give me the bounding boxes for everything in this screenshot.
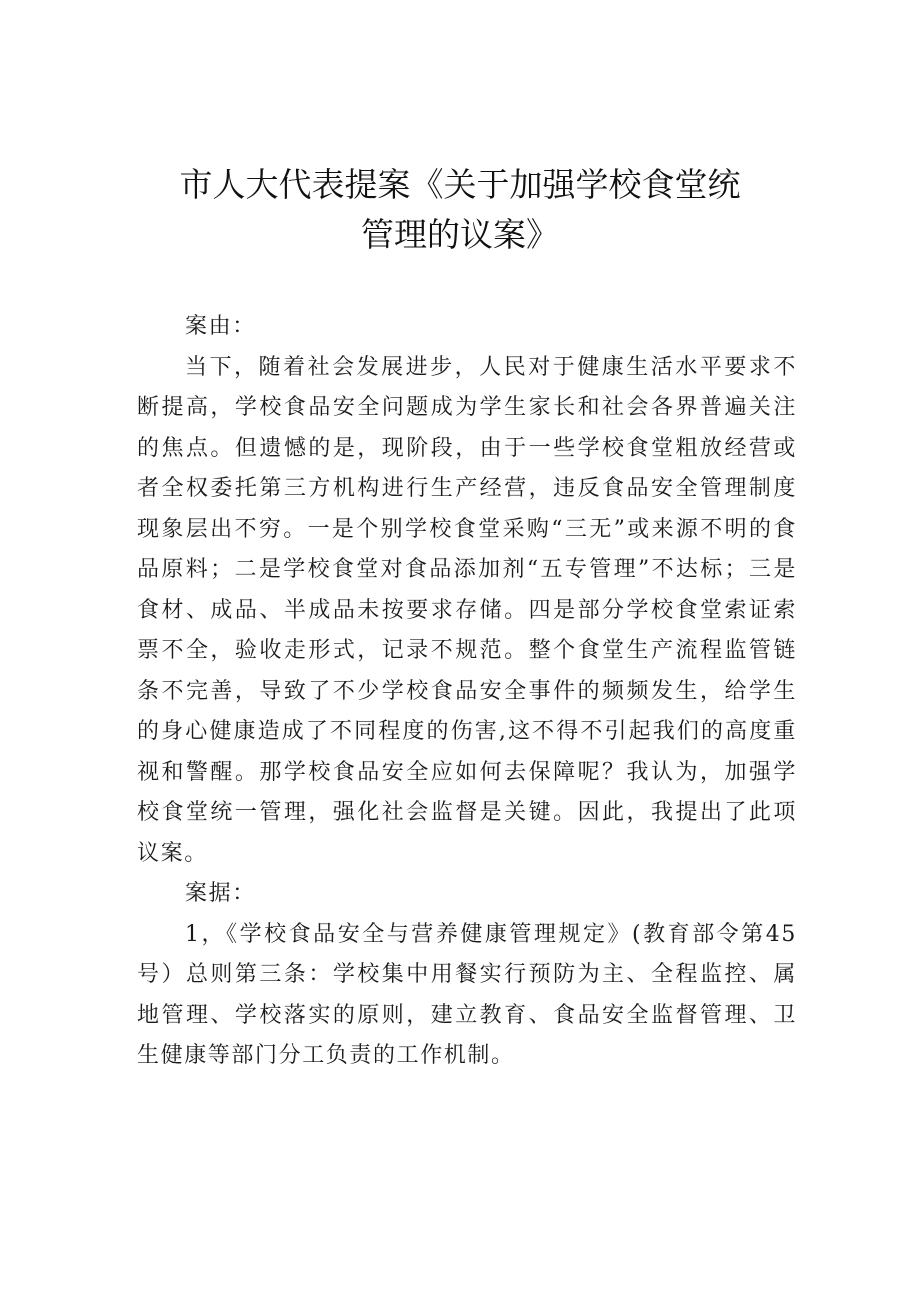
title-line-1: 市人大代表提案《关于加强学校食堂统 [179, 165, 741, 204]
document-body [137, 307, 797, 1077]
basis-paragraph-1: 1，《学校食品安全与营养健康管理规定》(教育部令第45号）总则第三条：学校集中用餐实行预防为主、全程监控、属地管理、学校落实的原则，建立教育、食品安全监督管理、卫生健康等部门分工负责的工作机制。 [137, 921, 797, 1068]
reason-heading: 案由： [185, 314, 256, 339]
basis-heading: 案据： [185, 881, 256, 906]
document-title [140, 160, 780, 260]
title-line-2: 管理的议案》 [361, 215, 559, 254]
reason-paragraph: 当下，随着社会发展进步，人民对于健康生活水平要求不断提高，学校食品安全问题成为学生家长和社会各界普遍关注的焦点。但遗憾的是，现阶段，由于一些学校食堂粗放经营或者全权委托第三方机构进行生产经营，违反食品安全管理制度现象层出不穷。一是个别学校食堂采购“三无”或来源不明的食品原料；二是学校食堂对食品添加剂“五专管理”不达标；三是食材、成品、半成品未按要求存储。四是部分学校食堂索证索票不全，验收走形式，记录不规范。整个食堂生产流程监管链条不完善，导致了不少学校食品安全事件的频频发生，给学生的身心健康造成了不同程度的伤害,这不得不引起我们的高度重视和警醒。那学校食品安全应如何去保障呢？我认为，加强学校食堂统一管理，强化社会监督是关键。因此，我提出了此项议案。 [137, 354, 797, 866]
